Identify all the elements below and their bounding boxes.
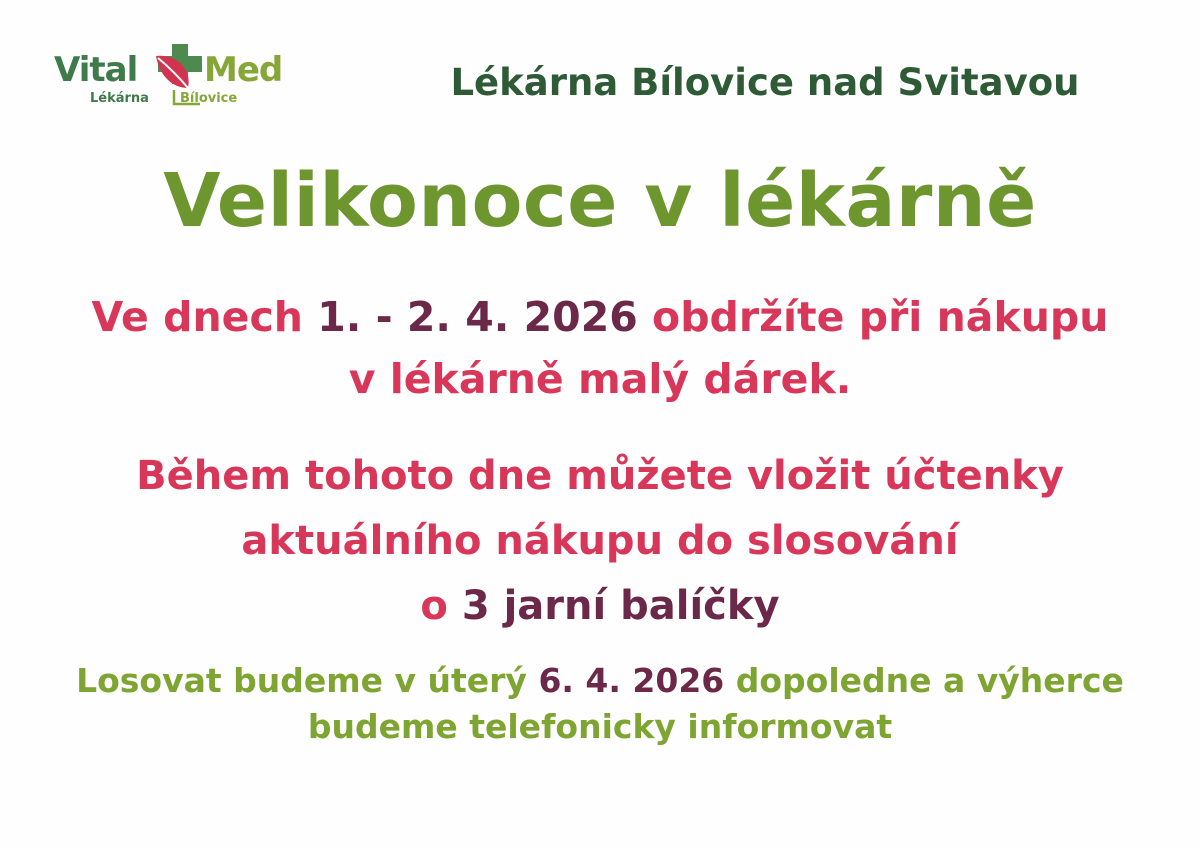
gift-dates: 1. - 2. 4. 2026 [317, 293, 638, 341]
raffle-announcement [0, 444, 1200, 639]
gift-rest-text: obdržíte při nákupu [637, 293, 1109, 341]
draw-line-2: budeme telefonicky informovat [307, 707, 893, 746]
raffle-line-2: aktuálního nákupu do slosování [241, 518, 959, 564]
gift-lead-text: Ve dnech [91, 293, 318, 341]
draw-lead-text: Losovat budeme v úterý [76, 661, 539, 700]
logo-brand-med: Med [204, 50, 283, 90]
draw-line-1 [0, 658, 1200, 704]
page-title: Velikonoce v lékárně [163, 158, 1037, 244]
pharmacy-name: Lékárna Bílovice nad Svitavou [450, 61, 1080, 104]
raffle-prefix: o [420, 583, 462, 629]
draw-date: 6. 4. 2026 [538, 661, 725, 700]
vitalmed-logo [54, 44, 284, 110]
gift-line-2: v lékárně malý dárek. [348, 355, 852, 403]
raffle-prize: 3 jarní balíčky [461, 583, 780, 629]
gift-announcement [0, 286, 1200, 410]
gift-line-1 [0, 286, 1200, 348]
draw-announcement [0, 658, 1200, 750]
logo-sub-bilovice: Bílovice [180, 91, 238, 106]
raffle-line-3 [0, 574, 1200, 639]
logo-brand-vital: Vital [54, 50, 138, 90]
raffle-line-1: Během tohoto dne můžete vložit účtenky [136, 453, 1064, 499]
logo-sub-lekarna: Lékárna [90, 91, 149, 106]
draw-rest-text: dopoledne a výherce [724, 661, 1124, 700]
